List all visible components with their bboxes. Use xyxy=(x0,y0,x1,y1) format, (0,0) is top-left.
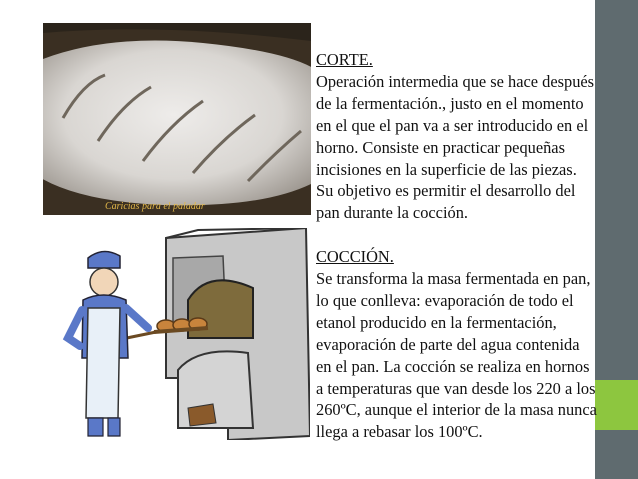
corte-line: pan durante la cocción. xyxy=(316,203,468,223)
baker-head xyxy=(90,268,118,296)
coccion-line: Se transforma la masa fermentada en pan, xyxy=(316,269,591,289)
photo-caption: Caricias para el paladar xyxy=(105,201,205,212)
baker-hat xyxy=(88,251,120,268)
corte-line: Operación intermedia que se hace después xyxy=(316,71,595,91)
coccion-line: llega a rebasar los 100ºC. xyxy=(316,422,483,442)
corte-heading: CORTE. xyxy=(316,50,373,69)
coccion-line: etanol producido en la fermentación, xyxy=(316,312,557,332)
corte-line: incisiones en la superficie de las piezas. xyxy=(316,159,577,179)
coccion-line: lo que conlleva: evaporación de todo el xyxy=(316,290,574,310)
bread-scoring-photo xyxy=(43,23,311,215)
corte-line: Su objetivo es permitir el desarrollo del xyxy=(316,181,576,201)
coccion-line: a temperaturas que van desde los 220 a los xyxy=(316,378,596,398)
corte-line: en el que el pan va a ser introducido en el xyxy=(316,115,589,135)
coccion-line: en el pan. La cocción se realiza en hornos xyxy=(316,356,590,376)
baker-apron xyxy=(86,308,120,418)
corte-line: de la fermentación., justo en el momento xyxy=(316,93,584,113)
slide-text xyxy=(316,49,621,443)
coccion-line: 260ºC, aunque el interior de la masa nunca xyxy=(316,400,597,420)
coccion-line: evaporación de parte del agua contenida xyxy=(316,334,580,354)
baker-oven-illustration xyxy=(48,228,310,440)
coccion-heading: COCCIÓN. xyxy=(316,247,394,267)
corte-line: horno. Consiste en practicar pequeñas xyxy=(316,137,565,157)
paragraph-spacer xyxy=(316,224,621,246)
